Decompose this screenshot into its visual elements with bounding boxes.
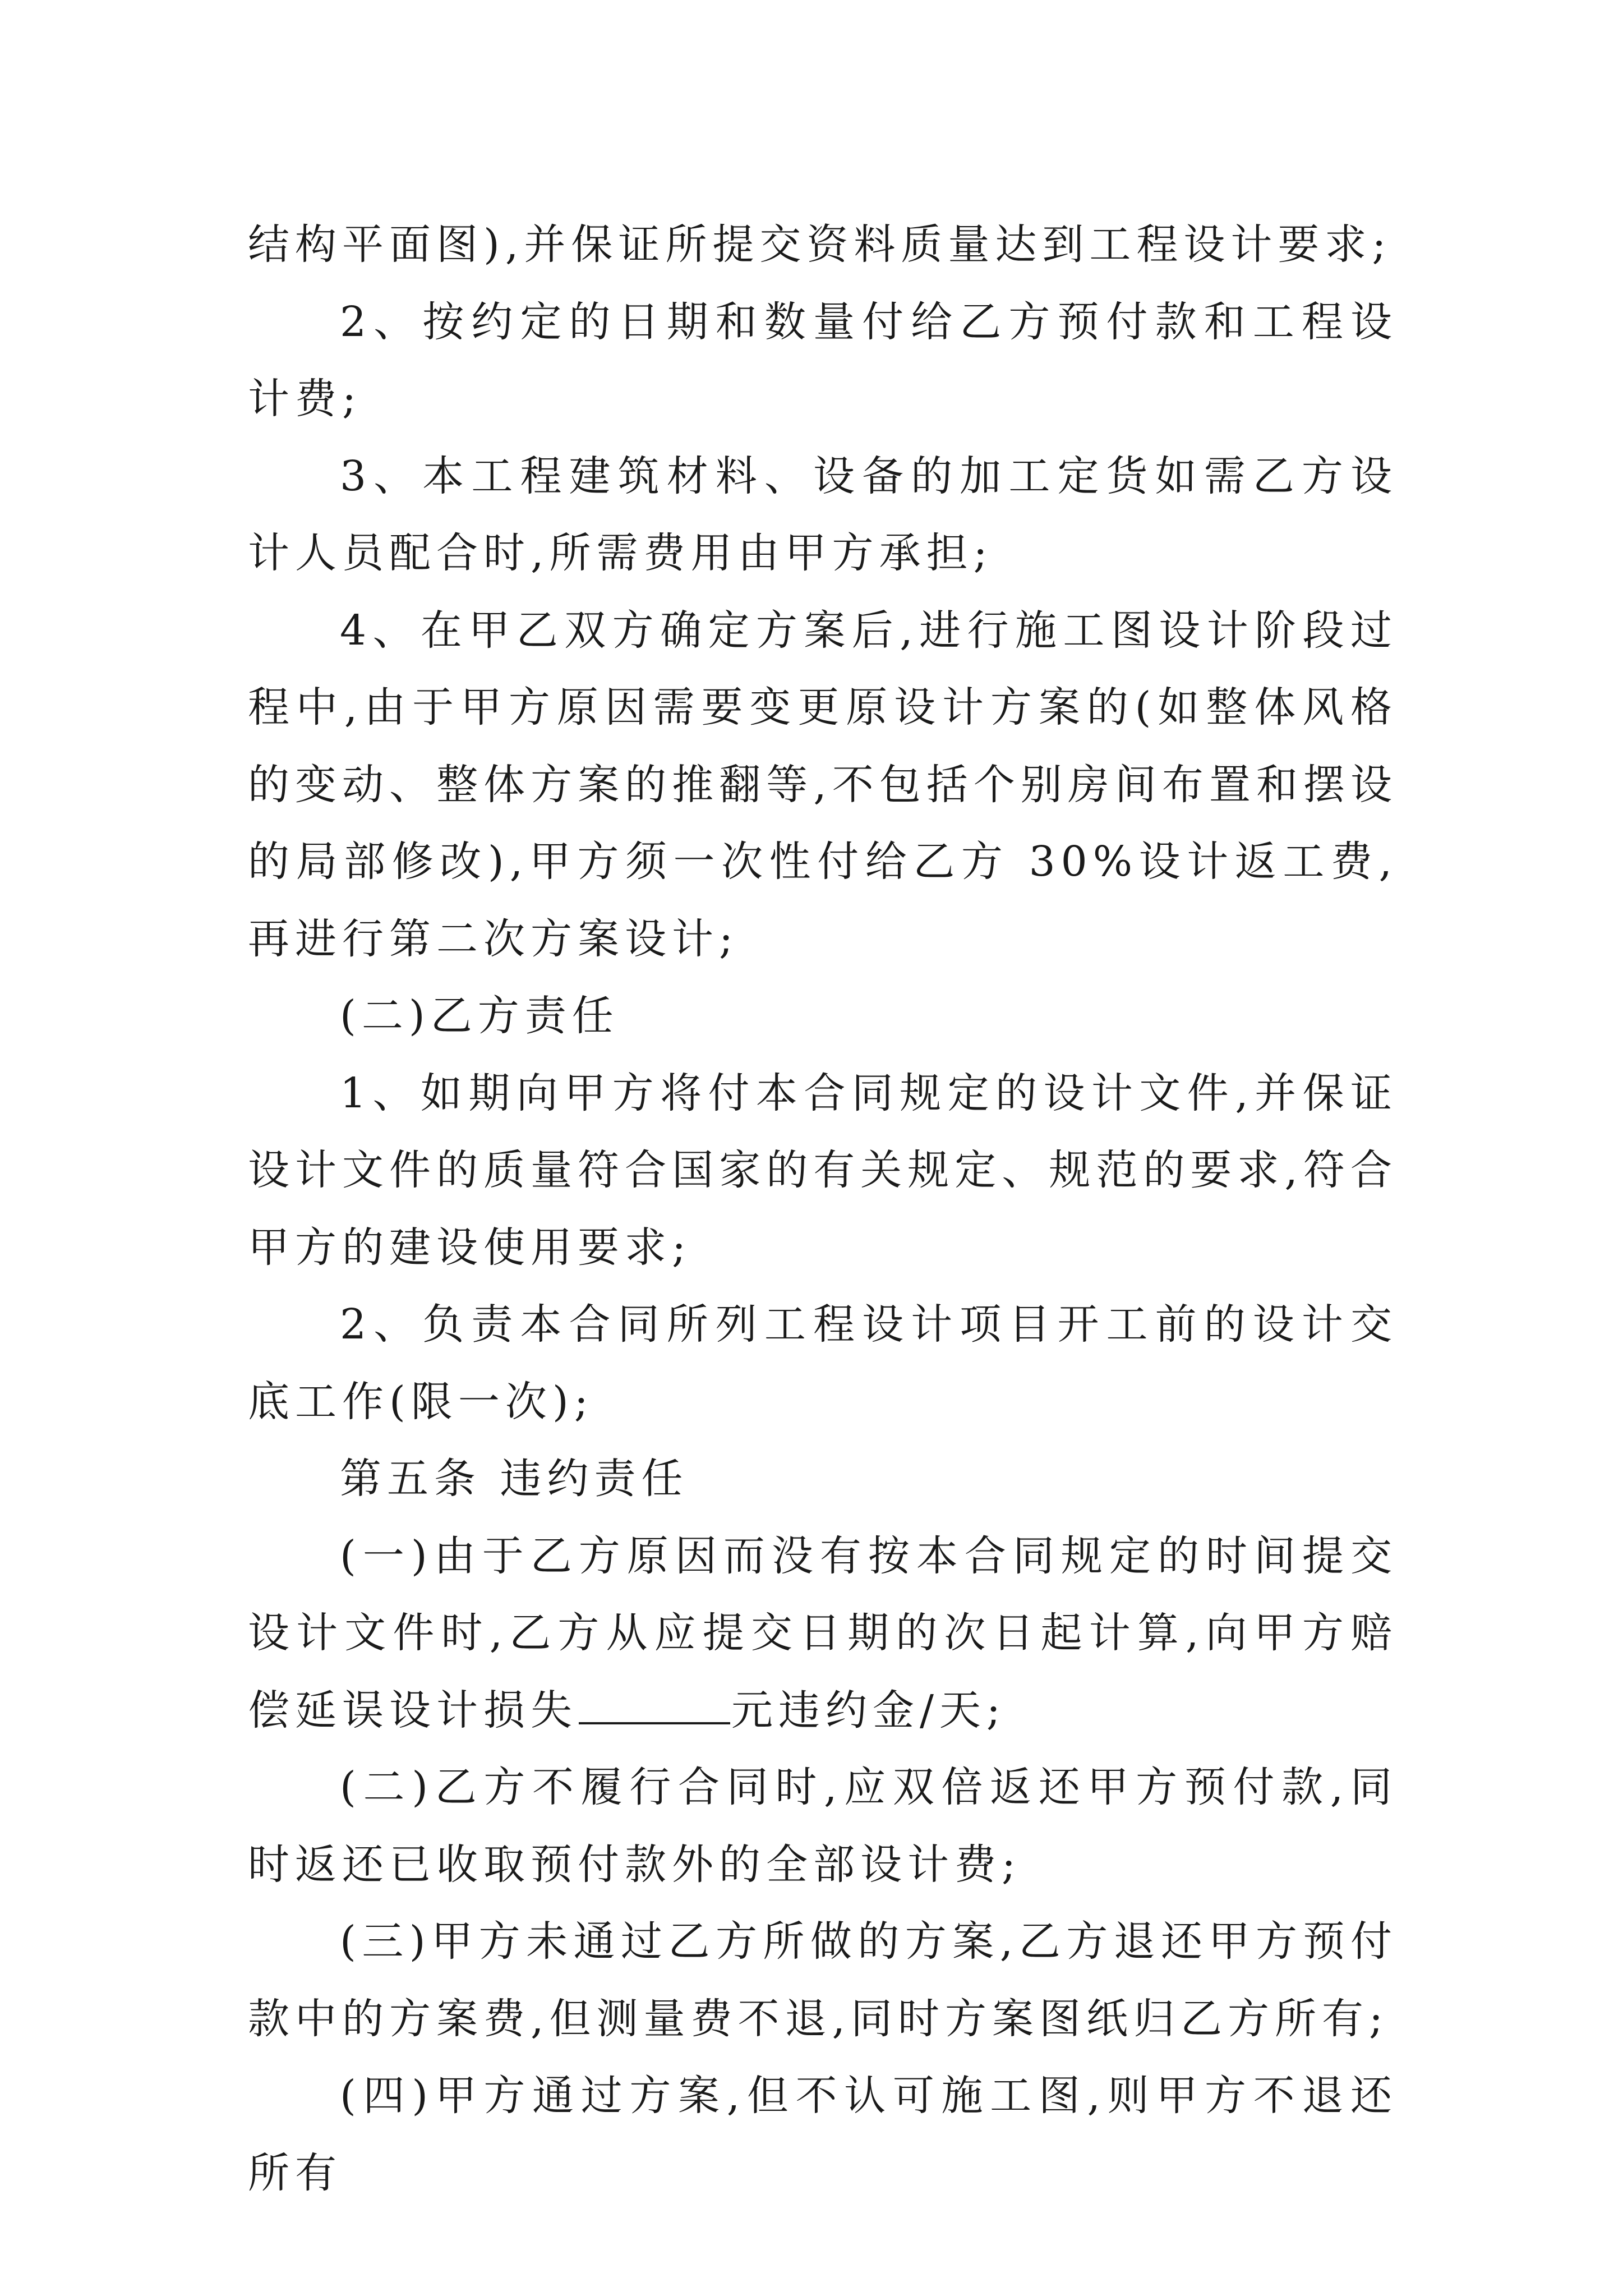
penalty-amount-blank (579, 1686, 730, 1724)
paragraph-design-change: 4、在甲乙双方确定方案后,进行施工图设计阶段过程中,由于甲方原因需要变更原设计方案的(如整体风格的变动、整体方案的推翻等,不包括个别房间布置和摆设的局部修改),甲方须一次性付给乙方 30%设计返工费,再进行第二次方案设计; (248, 606, 1398, 963)
paragraph-payment: 2、按约定的日期和数量付给乙方预付款和工程设计费; (248, 297, 1398, 423)
document-body (248, 206, 1398, 2212)
paragraph-plan-rejected: (三)甲方未通过乙方所做的方案,乙方退还甲方预付款中的方案费,但测量费不退,同时方案图纸归乙方所有; (248, 1917, 1398, 2043)
paragraph-construction-drawing: (四)甲方通过方案,但不认可施工图,则甲方不退还所有 (248, 2072, 1398, 2197)
paragraph-delay-penalty (248, 1518, 1398, 1750)
paragraph-structure-plan: 结构平面图),并保证所提交资料质量达到工程设计要求; (248, 220, 1392, 269)
delay-penalty-text: (一)由于乙方原因而没有按本合同规定的时间提交设计文件时,乙方从应提交日期的次日起计算,向甲方赔偿延误设计损失 (248, 1531, 1398, 1734)
paragraph-material-ordering: 3、本工程建筑材料、设备的加工定货如需乙方设计人员配合时,所需费用由甲方承担; (248, 452, 1398, 577)
paragraph-design-briefing: 2、负责本合同所列工程设计项目开工前的设计交底工作(限一次); (248, 1300, 1398, 1426)
delay-penalty-unit: 元违约金/天; (731, 1686, 1006, 1734)
heading-article-five: 第五条 违约责任 (340, 1455, 689, 1503)
heading-party-b-responsibility: (二)乙方责任 (340, 992, 619, 1040)
paragraph-breach-refund: (二)乙方不履行合同时,应双倍返还甲方预付款,同时返还已收取预付款外的全部设计费; (248, 1763, 1398, 1889)
paragraph-deliver-design-files: 1、如期向甲方将付本合同规定的设计文件,并保证设计文件的质量符合国家的有关规定、规范的要求,符合甲方的建设使用要求; (248, 1069, 1398, 1272)
